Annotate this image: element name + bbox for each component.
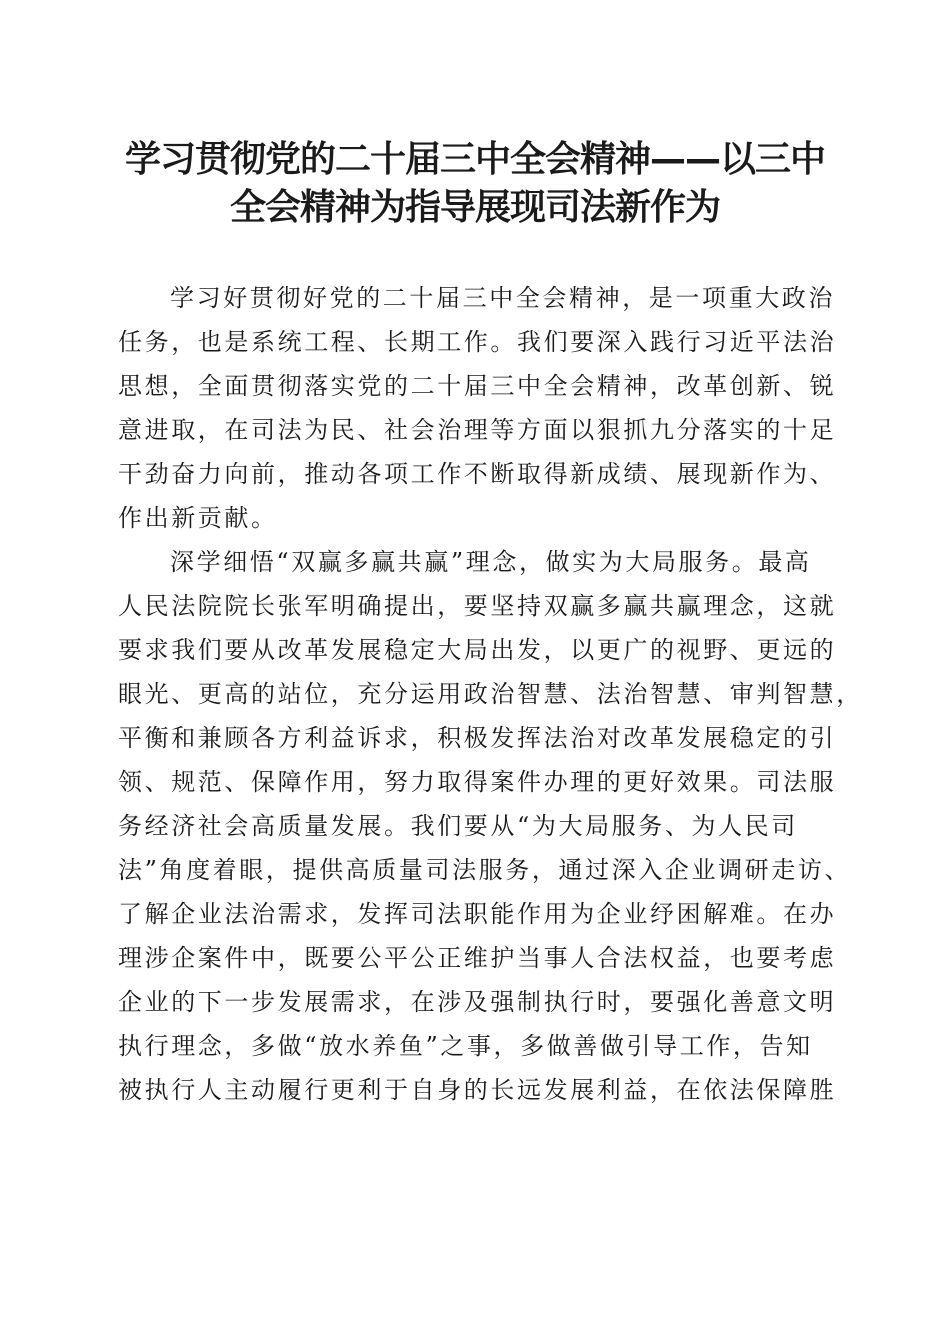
paragraph-1: [118, 276, 838, 540]
document-title-line-2: 全会精神为指导展现司法新作为: [229, 187, 720, 228]
paragraph-line: 要求我们要从改革发展稳定大局出发，以更广的视野、更远的: [118, 636, 837, 664]
paragraph-line: 学习好贯彻好党的二十届三中全会精神，是一项重大政治: [170, 284, 835, 312]
paragraph-line: 法”角度着眼，提供高质量司法服务，通过深入企业调研走访、: [118, 856, 852, 884]
paragraph-line: 被执行人主动履行更利于自身的长远发展利益，在依法保障胜: [118, 1076, 837, 1104]
paragraph-line: 平衡和兼顾各方利益诉求，积极发挥法治对改革发展稳定的引: [118, 724, 837, 752]
paragraph-line: 人民法院院长张军明确提出，要坚持双赢多赢共赢理念，这就: [118, 592, 837, 620]
paragraph-line: 务经济社会高质量发展。我们要从“为大局服务、为人民司: [118, 812, 798, 840]
paragraph-line: 意进取，在司法为民、社会治理等方面以狠抓九分落实的十足: [118, 416, 837, 444]
paragraph-line: 执行理念，多做“放水养鱼”之事，多做善做引导工作，告知: [118, 1032, 813, 1060]
document-title-line-1: 学习贯彻党的二十届三中全会精神——以三中: [124, 139, 825, 180]
paragraph-line: 思想，全面贯彻落实党的二十届三中全会精神，改革创新、锐: [118, 372, 837, 400]
paragraph-line: 深学细悟“双赢多赢共赢”理念，做实为大局服务。最高: [170, 548, 812, 576]
paragraph-line: 任务，也是系统工程、长期工作。我们要深入践行习近平法治: [118, 328, 837, 356]
paragraph-line: 企业的下一步发展需求，在涉及强制执行时，要强化善意文明: [118, 988, 837, 1016]
paragraph-line: 领、规范、保障作用，努力取得案件办理的更好效果。司法服: [118, 768, 837, 796]
paragraph-line: 干劲奋力向前，推动各项工作不断取得新成绩、展现新作为、: [118, 460, 837, 488]
paragraph-line: 理涉企案件中，既要公平公正维护当事人合法权益，也要考虑: [118, 944, 837, 972]
document-body: [118, 276, 863, 1112]
paragraph-line: 作出新贡献。: [118, 504, 278, 532]
paragraph-2: [118, 540, 863, 1112]
paragraph-line: 了解企业法治需求，发挥司法职能作用为企业纾困解难。在办: [118, 900, 837, 928]
paragraph-line: 眼光、更高的站位，充分运用政治智慧、法治智慧、审判智慧，: [118, 680, 863, 708]
